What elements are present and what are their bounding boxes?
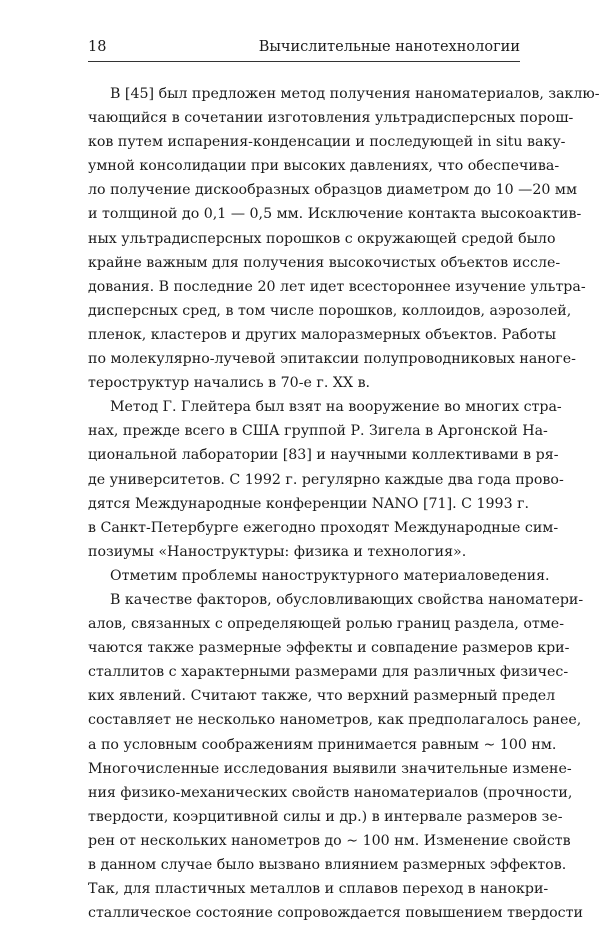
text-line: алов, связанных с определяющей ролью границ раздела, отме- [88,616,565,633]
text-line: дования. В последние 20 лет идет всестороннее изучение ультра- [88,278,586,295]
running-header [88,38,520,62]
text-line: крайне важным для получения высокочистых объектов иссле- [88,254,561,271]
paragraph [88,588,584,925]
paragraph [88,395,564,564]
book-page [88,38,600,925]
text-line: тероструктур начались в 70-е г. XX в. [88,375,371,392]
text-line: ных ультрадисперсных порошков с окружающей средой было [88,230,556,247]
text-line: сталлическое состояние сопровождается повышением твердости [88,905,583,922]
text-line: нах, прежде всего в США группой Р. Зигела в Аргонской На- [88,423,548,440]
text-line: в Санкт-Петербурге ежегодно проходят Международные сим- [88,519,559,536]
text-line: ков путем испарения-конденсации и последующей in situ ваку- [88,134,566,151]
text-line: ния физико-механических свойств наноматериалов (прочности, [88,784,573,801]
text-line: чающийся в сочетании изготовления ультрадисперсных порош- [88,110,574,127]
text-line: пленок, кластеров и других малоразмерных объектов. Работы [88,326,557,343]
text-line: циональной лаборатории [83] и научными коллективами в ря- [88,447,559,464]
text-line: дисперсных сред, в том числе порошков, коллоидов, аэрозолей, [88,302,572,319]
text-line: В качестве факторов, обусловливающих свойства наноматери- [110,591,584,608]
text-line: Многочисленные исследования выявили значительные измене- [88,760,572,777]
text-line: ло получение дискообразных образцов диаметром до 10 —20 мм [88,182,577,199]
body-text [88,82,600,925]
running-title: Вычислительные нанотехнологии [258,39,520,55]
text-line: в данном случае было вызвано влиянием размерных эффектов. [88,857,567,873]
text-line: ких явлений. Считают также, что верхний размерный предел [88,688,556,705]
text-line: по молекулярно-лучевой эпитаксии полупроводниковых наноге- [88,351,576,368]
text-line: Так, для пластичных металлов и сплавов переход в нанокри- [88,881,549,898]
text-line: Метод Г. Глейтера был взят на вооружение во многих стра- [110,399,562,416]
text-line: твердости, коэрцитивной силы и др.) в интервале размеров зе- [88,808,563,825]
text-line: чаются также размерные эффекты и совпадение размеров кри- [88,640,570,657]
paragraph [88,564,550,588]
text-line: В [45] был предложен метод получения наноматериалов, заклю- [110,86,600,102]
text-line: де университетов. С 1992 г. регулярно каждые два года прово- [88,471,564,488]
text-line: рен от нескольких нанометров до ∼ 100 нм. Изменение свойств [88,832,571,849]
page-number: 18 [88,39,107,55]
paragraph [88,82,600,395]
text-line: а по условным соображениям принимается равным ∼ 100 нм. [88,736,557,753]
text-line: сталлитов с характерными размерами для различных физичес- [88,664,569,681]
text-line: позиумы «Наноструктуры: физика и технология». [88,543,467,560]
text-line: дятся Международные конференции NANO [71]. С 1993 г. [88,495,530,512]
text-line: умной консолидации при высоких давлениях, что обеспечива- [88,158,560,175]
text-line: Отметим проблемы наноструктурного материаловедения. [110,567,550,584]
text-line: составляет не несколько нанометров, как предполагалось ранее, [88,712,582,729]
text-line: и толщиной до 0,1 — 0,5 мм. Исключение контакта высокоактив- [88,206,582,223]
